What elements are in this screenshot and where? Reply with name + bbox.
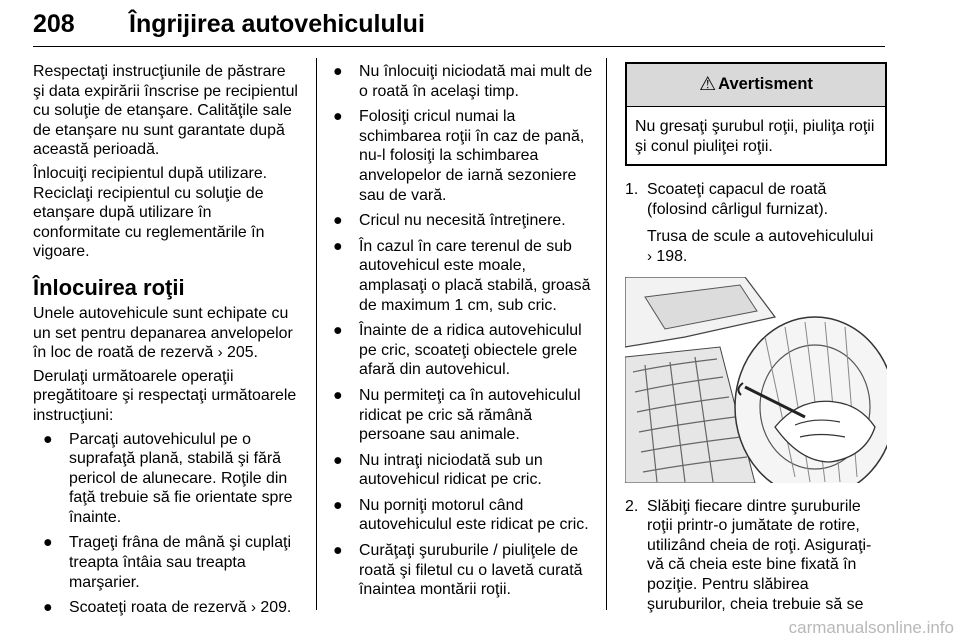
list-item: ● Trageţi frâna de mână şi cuplaţi treapta întâia sau treapta marşarier. xyxy=(43,534,291,591)
page-ref-icon: › xyxy=(647,247,652,265)
step-1 xyxy=(625,180,887,266)
page-ref-icon: › xyxy=(250,599,256,617)
list-item: ● Înainte de a ridica autovehiculul pe cric, scoateţi obiectele grele afară din autovehicul. xyxy=(333,322,582,379)
paragraph-storage: Respectaţi instrucţiunile de păstrare şi data expirării înscrise pe recipientul cu soluţie de etanşare. Calităţile sale de etanşare nu sunt garantate după această perioadă. xyxy=(33,63,298,159)
paragraph-preparation: Derulaţi următoarele operaţii pregătitoare şi respectaţi următoarele instrucţiuni: xyxy=(33,367,297,424)
paragraph-recycle: Înlocuiţi recipientul după utilizare. Reciclaţi recipientul cu soluţie de etanşare după utilizare în conformitate cu reglementările în vigoare. xyxy=(33,164,268,261)
paragraph-repair-kit: Unele autovehicule sunt echipate cu un set pentru depanarea anvelopelor în loc de roată de rezervă › 205. xyxy=(33,304,293,362)
list-item: ● Nu permiteţi ca în autovehiculul ridicat pe cric să rămână persoane sau animale. xyxy=(333,386,581,444)
list-item: ● Nu intraţi niciodată sub un autovehicul ridicat pe cric. xyxy=(333,451,543,489)
list-item: ● Cricul nu necesită întreţinere. xyxy=(333,212,566,230)
list-item: ● Scoateţi roata de rezervă › 209. xyxy=(43,599,292,617)
warning-box xyxy=(625,62,887,166)
bullet-icon: ● xyxy=(333,63,343,80)
bullet-icon: ● xyxy=(333,237,343,255)
bullet-icon: ● xyxy=(333,451,343,469)
step-2-text: Slăbiţi fiecare dintre şuruburile roţii printr-o jumătate de rotire, utilizând cheia de roţi. Asiguraţi-vă că cheia este bine fixată în poziţie. Pentru slăbirea şuruburilor, cheia trebuie să se xyxy=(647,497,872,613)
page-header xyxy=(33,4,885,48)
bullet-icon: ● xyxy=(333,496,343,514)
list-item: ● Nu înlocuiţi niciodată mai mult de o roată în acelaşi timp. xyxy=(333,63,593,100)
page-number: 208 xyxy=(33,10,75,38)
step-number: 1. xyxy=(625,181,639,199)
warning-triangle-icon: ⚠ xyxy=(699,74,717,96)
column-1 xyxy=(33,62,301,624)
warning-title: Avertisment xyxy=(718,75,813,94)
heading-wheel-change: Înlocuirea roţii xyxy=(33,274,185,300)
page-ref-link[interactable]: 209. xyxy=(260,599,292,617)
page-ref-icon: › xyxy=(217,344,223,362)
list-item: ● Parcaţi autovehiculul pe o suprafaţă plană, stabilă şi fără pericol de alunecare. Roţile din faţă trebuie să fie orientate spre înainte. xyxy=(43,430,293,526)
bullet-icon: ● xyxy=(333,386,343,404)
column-2 xyxy=(331,62,597,606)
warning-header xyxy=(627,64,885,107)
list-item: ● Curăţaţi şuruburile / piuliţele de roată şi filetul cu o lavetă curată înaintea montării roţii. xyxy=(333,542,583,599)
step-1-text: Scoateţi capacul de roată (folosind cârligul furnizat). xyxy=(647,181,829,218)
section-title: Îngrijirea autovehiculului xyxy=(129,10,425,38)
step-2 xyxy=(625,497,887,615)
page-ref-link[interactable]: 198. xyxy=(656,247,688,265)
bullet-icon: ● xyxy=(333,212,343,230)
column-divider-2 xyxy=(606,58,607,610)
bullet-icon: ● xyxy=(43,599,53,617)
list-item: ● Folosiţi cricul numai la schimbarea roţii în caz de pană, nu-l folosiţi la schimbarea anvelopelor de iarnă sezoniere sau de vară. xyxy=(333,108,585,204)
list-item: ● Nu porniţi motorul când autovehiculul este ridicat pe cric. xyxy=(333,496,589,534)
column-3 xyxy=(625,62,887,620)
step-number: 2. xyxy=(625,497,639,515)
bullet-icon: ● xyxy=(333,322,343,340)
wheel-cover-illustration xyxy=(625,277,887,483)
bullet-icon: ● xyxy=(43,534,53,552)
header-rule xyxy=(33,46,885,47)
list-item: ● În cazul în care terenul de sub autovehicul este moale, amplasaţi o placă stabilă, groasă de maximum 1 cm, sub cric. xyxy=(333,237,591,314)
page-ref-link[interactable]: 205. xyxy=(227,344,258,362)
step-1-reference: Trusa de scule a autovehiculului › 198. xyxy=(647,228,874,265)
bullet-icon: ● xyxy=(333,108,343,126)
bullet-icon: ● xyxy=(333,542,343,560)
watermark: carmanualsonline.info xyxy=(788,618,954,637)
column-divider-1 xyxy=(316,58,317,610)
bullet-icon: ● xyxy=(43,430,53,448)
warning-text: Nu gresaţi şurubul roţii, piuliţa roţii şi conul piuliţei roţii. xyxy=(635,118,875,155)
